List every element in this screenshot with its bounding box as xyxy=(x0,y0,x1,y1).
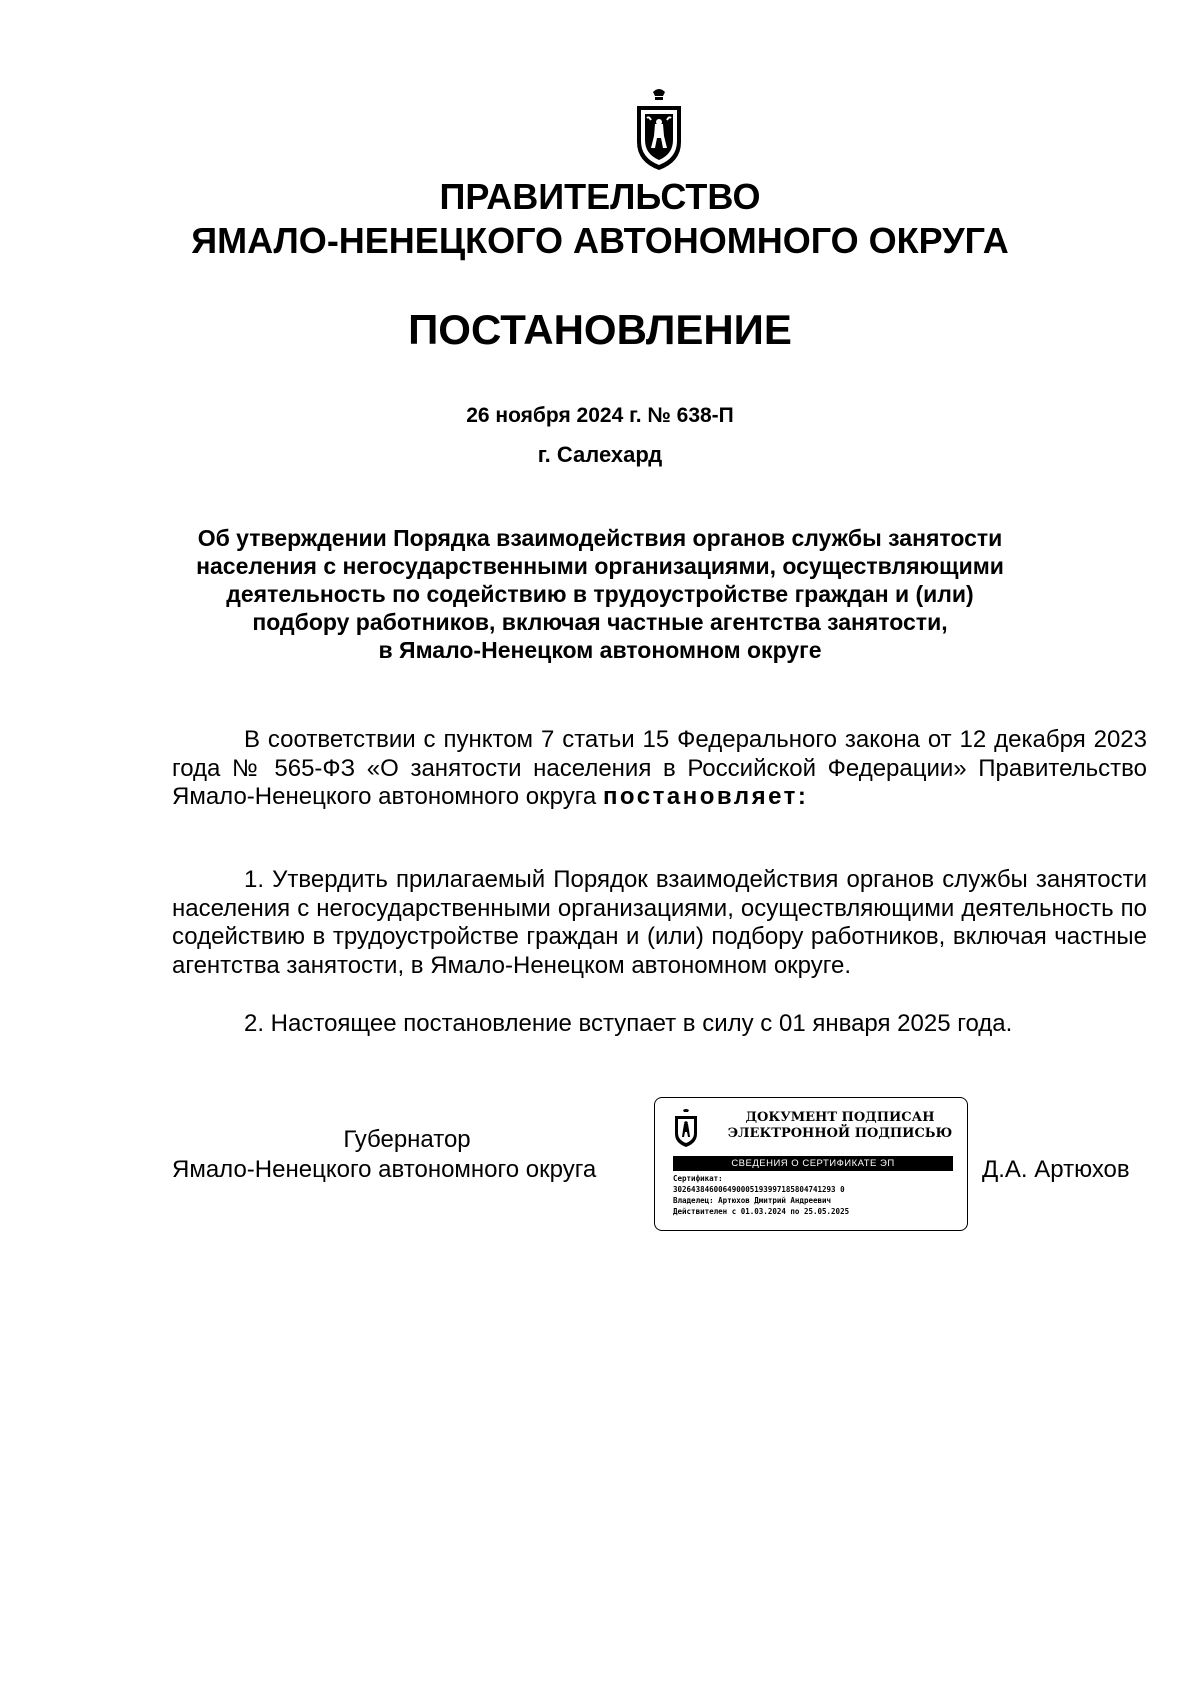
item-2-text: 2. Настоящее постановление вступает в силу с 01 января 2025 года. xyxy=(244,1010,1013,1037)
signatory-name: Д.А. Артюхов xyxy=(982,1156,1130,1183)
preamble-text: В соответствии с пунктом 7 статьи 15 Федерального закона от 12 декабря 2023 года № 565-ФЗ «О занятости населения в Российской Федерации» Правительство Ямало-Ненецкого автономного округа xyxy=(172,726,1147,810)
subject-line: деятельность по содействию в трудоустройстве граждан и (или) xyxy=(226,581,974,607)
stamp-heading-2: ЭЛЕКТРОННОЙ ПОДПИСЬЮ xyxy=(727,1126,953,1141)
subject-line: населения с негосударственными организациями, осуществляющими xyxy=(196,553,1004,579)
city: г. Салехард xyxy=(537,442,663,467)
document-subject xyxy=(150,524,1050,664)
signatory-title-line-1: Губернатор xyxy=(343,1126,471,1153)
stamp-emblem-icon xyxy=(673,1108,699,1148)
certificate-label: Сертификат: xyxy=(673,1174,723,1183)
electronic-signature-stamp xyxy=(654,1097,968,1231)
subject-line: Об утверждении Порядка взаимодействия органов службы занятости xyxy=(197,525,1003,551)
signatory-title-line-2: Ямало-Ненецкого автономного округа xyxy=(172,1156,597,1183)
org-name-line-2: ЯМАЛО-НЕНЕЦКОГО АВТОНОМНОГО ОКРУГА xyxy=(191,220,1009,261)
certificate-number: 302643846006490005193997185804741293 0 xyxy=(673,1185,845,1194)
org-name-line-1: ПРАВИТЕЛЬСТВО xyxy=(439,176,761,217)
certificate-validity: Действителен с 01.03.2024 по 25.05.2025 xyxy=(673,1207,850,1216)
subject-line: подбору работников, включая частные агентства занятости, xyxy=(252,609,948,635)
subject-line: в Ямало-Ненецком автономном округе xyxy=(378,637,822,663)
resolves-word: постановляет: xyxy=(602,783,809,810)
date-and-number: 26 ноября 2024 г. № 638-П xyxy=(466,404,734,427)
certificate-owner: Владелец: Артюхов Дмитрий Андреевич xyxy=(673,1196,832,1205)
item-1-text: 1. Утвердить прилагаемый Порядок взаимодействия органов службы занятости населения с негосударственными организациями, осуществляющими деятельность по содействию в трудоустройстве граждан и (или) подбору работников, включая частные агентства занятости, в Ямало-Ненецком автономном округе. xyxy=(172,866,1147,979)
coat-of-arms-emblem xyxy=(633,86,685,174)
item-1-paragraph xyxy=(172,866,1147,980)
certificate-info-bar: СВЕДЕНИЯ О СЕРТИФИКАТЕ ЭП xyxy=(673,1156,953,1171)
preamble-paragraph xyxy=(172,726,1147,812)
document-type: ПОСТАНОВЛЕНИЕ xyxy=(408,306,792,353)
stamp-heading-1: ДОКУМЕНТ ПОДПИСАН xyxy=(745,1110,935,1125)
